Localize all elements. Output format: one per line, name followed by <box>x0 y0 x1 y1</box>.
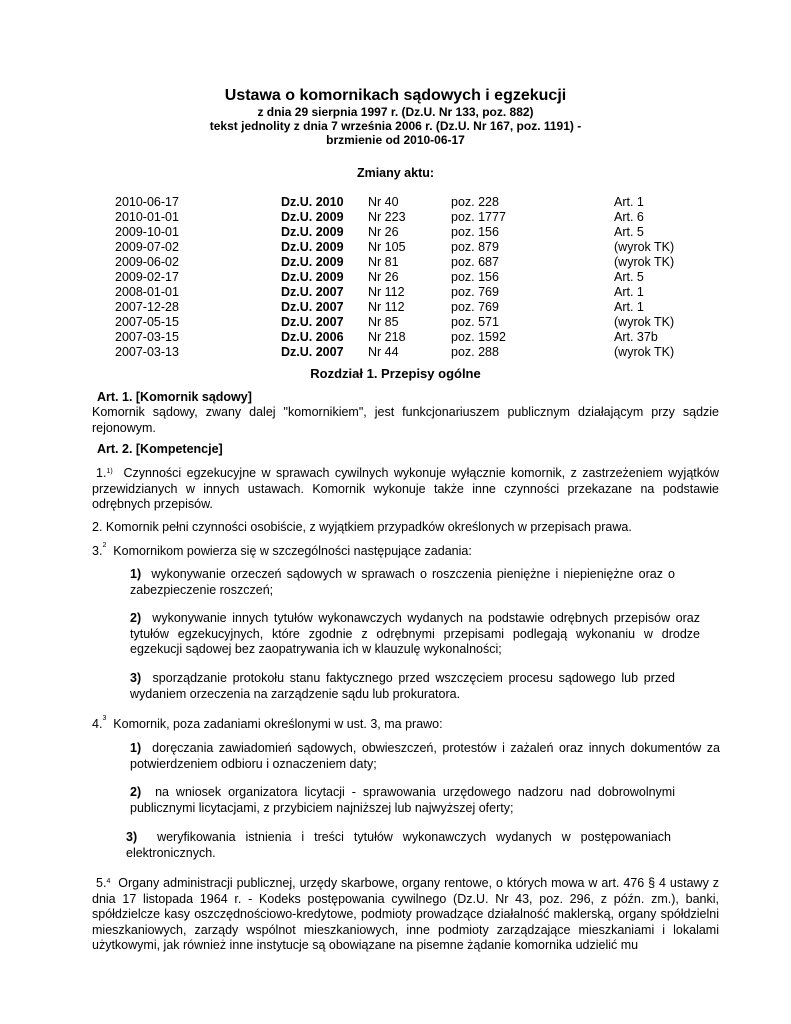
change-position: poz. 687 <box>451 255 499 269</box>
change-position: poz. 571 <box>451 315 499 329</box>
art1-heading: Art. 1. [Komornik sądowy] <box>97 390 252 404</box>
change-number: Nr 81 <box>368 255 399 269</box>
changes-table <box>115 195 715 360</box>
change-number: Nr 105 <box>368 240 406 254</box>
para-3-number: 3. <box>92 544 103 558</box>
item-text: weryfikowania istnienia i treści tytułów wykonawczych wydanych w postępowaniach elektronicznych. <box>126 830 671 860</box>
change-row <box>115 240 715 255</box>
item-number: 2) <box>130 611 142 625</box>
change-position: poz. 228 <box>451 195 499 209</box>
change-row <box>115 255 715 270</box>
footnote-ref: 4 <box>106 878 111 885</box>
change-position: poz. 769 <box>451 300 499 314</box>
change-date: 2007-03-15 <box>115 330 179 344</box>
change-row <box>115 315 715 330</box>
art2-para-5 <box>92 876 719 954</box>
change-article: Art. 5 <box>614 270 644 284</box>
change-position: poz. 879 <box>451 240 499 254</box>
change-date: 2009-02-17 <box>115 270 179 284</box>
para-3-item-1 <box>130 567 675 598</box>
change-number: Nr 26 <box>368 270 399 284</box>
change-journal: Dz.U. 2007 <box>281 285 344 299</box>
change-row <box>115 195 715 210</box>
header-version-line: brzmienie od 2010-06-17 <box>326 133 465 147</box>
change-position: poz. 769 <box>451 285 499 299</box>
para-5-text: Organy administracji publicznej, urzędy skarbowe, organy rentowe, o których mowa w art. 476 § 4 ustawy z dnia 17 listopada 1964 r. - Kodeks postępowania cywilnego (Dz.U. Nr 43, poz. 296, z późn. zm.), banki, spółdzielcze kasy oszczędnościowo-kredytowe, podmioty prowadzące działalność maklerską, organy spółdzielni mieszkaniowych, zarządy wspólnot mieszkaniowych, inne podmioty zarządzające mieszkaniami i lokalami użytkowymi, jak również inne instytucje są obowiązane na pisemne żądanie komornika udzielić mu <box>92 876 720 952</box>
item-number: 1) <box>130 741 142 755</box>
header-date-line: z dnia 29 sierpnia 1997 r. (Dz.U. Nr 133, poz. 882) <box>257 105 534 119</box>
change-date: 2008-01-01 <box>115 285 179 299</box>
item-text: wykonywanie innych tytułów wykonawczych wydanych na podstawie odrębnych przepisów oraz tytułów egzekucyjnych, które zgodnie z odrębnymi przepisami podlegają wykonaniu w drodze egzekucji sądowej bez zaopatrywania ich w klauzulę wykonalności; <box>130 611 700 656</box>
change-article: Art. 1 <box>614 285 644 299</box>
item-text: na wniosek organizatora licytacji - sprawowania urzędowego nadzoru nad dobrowolnymi publicznymi licytacjami, z przybiciem najniższej lub najwyższej oferty; <box>130 785 675 815</box>
item-number: 2) <box>130 785 142 799</box>
para-5-number: 5. <box>96 876 107 890</box>
para-3-item-3 <box>130 671 675 702</box>
chapter-heading: Rozdział 1. Przepisy ogólne <box>310 366 481 381</box>
change-article: (wyrok TK) <box>614 255 675 269</box>
header-consolidated-line: tekst jednolity z dnia 7 września 2006 r. (Dz.U. Nr 167, poz. 1191) - <box>209 119 582 133</box>
change-article: (wyrok TK) <box>614 345 675 359</box>
item-number: 3) <box>126 830 138 844</box>
change-journal: Dz.U. 2007 <box>281 315 344 329</box>
change-position: poz. 288 <box>451 345 499 359</box>
changes-title: Zmiany aktu: <box>356 166 435 180</box>
change-article: (wyrok TK) <box>614 315 675 329</box>
change-article: Art. 6 <box>614 210 644 224</box>
change-date: 2007-12-28 <box>115 300 179 314</box>
change-journal: Dz.U. 2009 <box>281 225 344 239</box>
change-number: Nr 223 <box>368 210 406 224</box>
change-journal: Dz.U. 2009 <box>281 240 344 254</box>
item-number: 3) <box>130 671 142 685</box>
para-1-number: 1. <box>96 466 107 480</box>
change-number: Nr 85 <box>368 315 399 329</box>
para-3-text: Komornikom powierza się w szczególności następujące zadania: <box>113 544 472 558</box>
change-date: 2009-07-02 <box>115 240 179 254</box>
change-date: 2007-03-13 <box>115 345 179 359</box>
para-4-text: Komornik, poza zadaniami określonymi w ust. 3, ma prawo: <box>113 717 443 731</box>
footnote-ref: 1) <box>106 468 113 475</box>
change-row <box>115 300 715 315</box>
change-position: poz. 156 <box>451 225 499 239</box>
art1-text: Komornik sądowy, zwany dalej "komornikiem", jest funkcjonariuszem publicznym działającym przy sądzie rejonowym. <box>92 405 719 435</box>
footnote-ref: 3 <box>102 715 107 722</box>
change-position: poz. 1777 <box>451 210 506 224</box>
para-4-number: 4. <box>92 717 103 731</box>
art2-para-1 <box>92 466 719 513</box>
art2-heading: Art. 2. [Kompetencje] <box>97 442 223 456</box>
change-journal: Dz.U. 2009 <box>281 210 344 224</box>
item-number: 1) <box>130 567 142 581</box>
change-date: 2007-05-15 <box>115 315 179 329</box>
change-row <box>115 330 715 345</box>
document-title: Ustawa o komornikach sądowych i egzekucji <box>224 87 567 104</box>
para-1-text: Czynności egzekucyjne w sprawach cywilnych wykonuje wyłącznie komornik, z zastrzeżeniem wyjątków przewidzianych w innych ustawach. Komornik wykonuje także inne czynności przekazane na podstawie odrębnych przepisów. <box>92 466 719 511</box>
change-date: 2009-10-01 <box>115 225 179 239</box>
change-article: Art. 1 <box>614 300 644 314</box>
change-position: poz. 156 <box>451 270 499 284</box>
change-row <box>115 270 715 285</box>
para-4-item-1 <box>130 741 720 772</box>
change-date: 2009-06-02 <box>115 255 179 269</box>
change-number: Nr 26 <box>368 225 399 239</box>
change-row <box>115 345 715 360</box>
change-row <box>115 285 715 300</box>
change-journal: Dz.U. 2010 <box>281 195 344 209</box>
art2-para-2: 2. Komornik pełni czynności osobiście, z wyjątkiem przypadków określonych w przepisach prawa. <box>92 520 632 534</box>
change-date: 2010-06-17 <box>115 195 179 209</box>
change-article: Art. 5 <box>614 225 644 239</box>
change-journal: Dz.U. 2009 <box>281 255 344 269</box>
change-position: poz. 1592 <box>451 330 506 344</box>
art2-para-3 <box>92 544 719 558</box>
change-journal: Dz.U. 2007 <box>281 345 344 359</box>
document-header <box>0 86 791 147</box>
art2-para-4 <box>92 717 719 731</box>
item-text: doręczania zawiadomień sądowych, obwieszczeń, protestów i zażaleń oraz innych dokumentów za potwierdzeniem odbioru i oznaczeniem daty; <box>130 741 720 771</box>
item-text: wykonywanie orzeczeń sądowych w sprawach o roszczenia pieniężne i niepieniężne oraz o zabezpieczenie roszczeń; <box>130 567 675 597</box>
change-date: 2010-01-01 <box>115 210 179 224</box>
change-article: Art. 37b <box>614 330 658 344</box>
change-number: Nr 44 <box>368 345 399 359</box>
item-text: sporządzanie protokołu stanu faktycznego przed wszczęciem procesu sądowego lub przed wydaniem orzeczenia na zarządzenie sądu lub prokuratora. <box>130 671 675 701</box>
change-journal: Dz.U. 2006 <box>281 330 344 344</box>
change-number: Nr 112 <box>368 285 405 299</box>
change-number: Nr 112 <box>368 300 405 314</box>
change-article: Art. 1 <box>614 195 644 209</box>
change-journal: Dz.U. 2009 <box>281 270 344 284</box>
footnote-ref: 2 <box>102 542 107 549</box>
para-3-item-2 <box>130 611 700 658</box>
change-row <box>115 225 715 240</box>
change-article: (wyrok TK) <box>614 240 675 254</box>
para-4-item-3 <box>126 830 671 861</box>
change-journal: Dz.U. 2007 <box>281 300 344 314</box>
change-row <box>115 210 715 225</box>
para-4-item-2 <box>130 785 675 816</box>
change-number: Nr 218 <box>368 330 406 344</box>
change-number: Nr 40 <box>368 195 399 209</box>
